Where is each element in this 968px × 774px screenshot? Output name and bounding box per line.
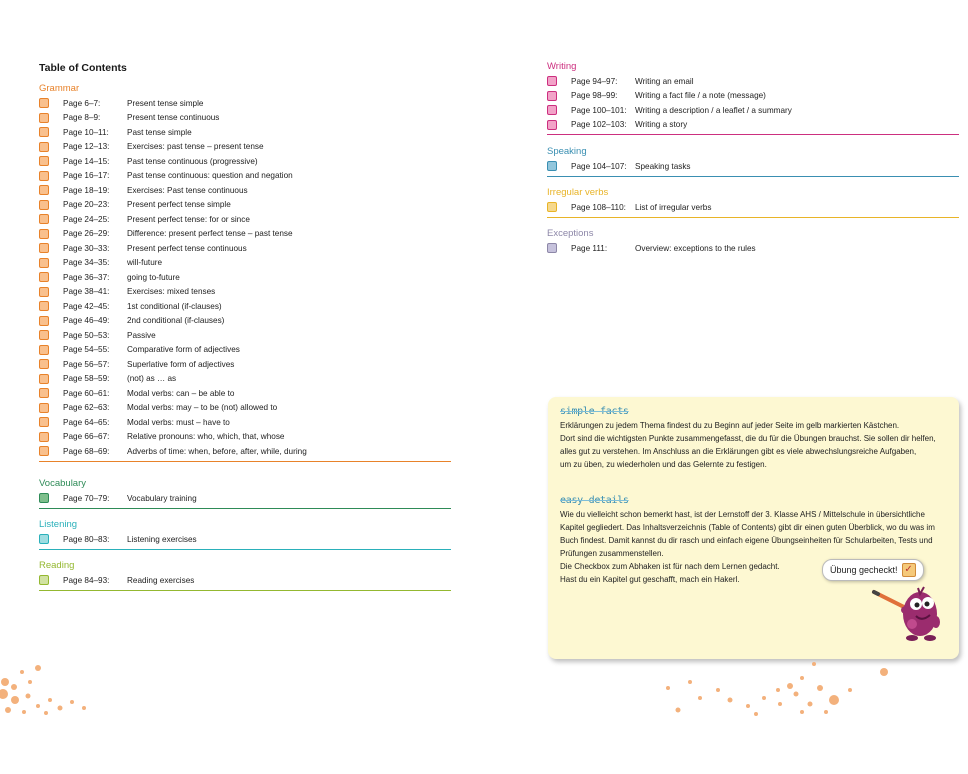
toc-row [547, 200, 959, 215]
easy-details-heading: easy details [560, 495, 629, 506]
section-reading [39, 559, 451, 591]
toc-row [547, 74, 959, 89]
topic-title: Overview: exceptions to the rules [635, 243, 756, 253]
toc-row [39, 96, 451, 111]
topic-title: Exercises: Past tense continuous [127, 185, 248, 195]
page-range: Page 16–17: [63, 171, 110, 181]
checkbox[interactable] [39, 229, 49, 239]
checkbox[interactable] [547, 105, 557, 115]
topic-title: Difference: present perfect tense – past tense [127, 229, 293, 239]
toc-row [39, 154, 451, 169]
checkbox[interactable] [39, 185, 49, 195]
checkbox[interactable] [39, 113, 49, 123]
checkbox[interactable] [39, 243, 49, 253]
section-vocabulary [39, 477, 451, 509]
page-range: Page 111: [571, 243, 608, 253]
page-range: Page 8–9: [63, 113, 101, 123]
section-heading: Writing [547, 61, 577, 72]
toc-row [39, 343, 451, 358]
toc-row [547, 241, 959, 256]
toc-row [39, 285, 451, 300]
topic-title: Vocabulary training [127, 493, 197, 503]
toc-row [39, 415, 451, 430]
mascot-illustration [868, 578, 948, 650]
section-irregular-verbs [547, 186, 959, 218]
topic-title: going to-future [127, 272, 180, 282]
topic-title: Modal verbs: may – to be (not) allowed to [127, 403, 278, 413]
topic-title: Reading exercises [127, 575, 195, 585]
section-grammar [39, 82, 451, 462]
toc-row [39, 357, 451, 372]
page-range: Page 18–19: [63, 185, 110, 195]
simple-facts-heading: simple facts [560, 406, 629, 417]
checkbox[interactable] [39, 345, 49, 355]
topic-title: List of irregular verbs [635, 202, 712, 212]
toc-row [39, 328, 451, 343]
checkbox[interactable] [547, 243, 557, 253]
checkbox[interactable] [39, 374, 49, 384]
checkbox[interactable] [39, 493, 49, 503]
page-range: Page 108–110: [571, 202, 626, 212]
page-range: Page 60–61: [63, 388, 110, 398]
toc-row [39, 430, 451, 445]
page-range: Page 62–63: [63, 403, 110, 413]
topic-title: Relative pronouns: who, which, that, whose [127, 432, 285, 442]
toc-row [39, 372, 451, 387]
text-line: Dort sind die wichtigsten Punkte zusammengefasst, die du für die Übungen brauchst. Sie sollen dir helfen, [560, 434, 936, 443]
page-range: Page 38–41: [63, 287, 110, 297]
page-range: Page 70–79: [63, 493, 110, 503]
decorative-dots-left [0, 660, 100, 720]
checkbox[interactable] [547, 76, 557, 86]
page-range: Page 94–97: [571, 76, 618, 86]
checkbox[interactable] [39, 214, 49, 224]
section-exceptions [547, 227, 959, 258]
checkbox[interactable] [547, 91, 557, 101]
page-range: Page 10–11: [63, 127, 109, 137]
checkbox[interactable] [39, 330, 49, 340]
section-heading: Listening [39, 519, 78, 530]
topic-title: Writing a description / a leaflet / a summary [635, 105, 792, 115]
checkbox[interactable] [39, 316, 49, 326]
section-writing [547, 60, 959, 135]
toc-row [39, 386, 451, 401]
topic-title: Writing a story [635, 120, 688, 130]
checkbox[interactable] [39, 127, 49, 137]
page-range: Page 24–25: [63, 214, 110, 224]
page-range: Page 104–107: [571, 161, 627, 171]
checkbox[interactable] [547, 202, 557, 212]
toc-row [39, 573, 451, 588]
checkbox[interactable] [39, 171, 49, 181]
toc-row [39, 212, 451, 227]
section-heading: Reading [39, 560, 75, 571]
checkbox[interactable] [547, 161, 557, 171]
section-heading: Speaking [547, 146, 587, 157]
toc-row [39, 532, 451, 547]
topic-title: Writing an email [635, 76, 694, 86]
toc-row [547, 103, 959, 118]
page-range: Page 64–65: [63, 417, 110, 427]
page-range: Page 68–69: [63, 446, 110, 456]
checkbox[interactable] [39, 142, 49, 152]
section-heading: Grammar [39, 83, 80, 94]
checkbox[interactable] [39, 432, 49, 442]
topic-title: Adverbs of time: when, before, after, while, during [127, 446, 307, 456]
checked-box-icon: ✓ [902, 563, 916, 577]
page-range: Page 14–15: [63, 156, 110, 166]
page-title: Table of Contents [39, 62, 127, 74]
text-line: Erklärungen zu jedem Thema findest du zu Beginn auf jeder Seite im gelb markierten Kästchen. [560, 421, 900, 430]
page-range: Page 54–55: [63, 345, 110, 355]
toc-row [39, 491, 451, 506]
topic-title: 2nd conditional (if-clauses) [127, 316, 225, 326]
topic-title: Present perfect tense: for or since [127, 214, 250, 224]
page-range: Page 34–35: [63, 258, 110, 268]
checkbox[interactable] [39, 446, 49, 456]
topic-title: Speaking tasks [635, 161, 691, 171]
checkbox[interactable] [39, 417, 49, 427]
section-heading: Vocabulary [39, 478, 87, 489]
decorative-dots-right [660, 660, 900, 720]
page-range: Page 26–29: [63, 229, 110, 239]
toc-row [39, 401, 451, 416]
checkbox[interactable] [39, 200, 49, 210]
section-heading: Irregular verbs [547, 187, 609, 198]
topic-title: Past tense continuous: question and negation [127, 171, 293, 181]
topic-title: Modal verbs: can – be able to [127, 388, 235, 398]
topic-title: Present tense continuous [127, 113, 220, 123]
section-speaking [547, 145, 959, 177]
section-heading: Exceptions [547, 228, 594, 239]
text-line: um zu üben, zu wiederholen und das Gelernte zu festigen. [560, 460, 767, 469]
toc-row [39, 140, 451, 155]
toc-row [39, 270, 451, 285]
checkbox[interactable] [39, 359, 49, 369]
toc-row [39, 111, 451, 126]
checkbox[interactable] [39, 575, 49, 585]
topic-title: (not) as … as [127, 374, 177, 384]
text-line: Die Checkbox zum Abhaken ist für nach dem Lernen gedacht. [560, 562, 780, 571]
toc-row [39, 169, 451, 184]
topic-title: Writing a fact file / a note (message) [635, 91, 766, 101]
topic-title: will-future [127, 258, 163, 268]
page-range: Page 50–53: [63, 330, 110, 340]
section-listening [39, 518, 451, 550]
topic-title: Listening exercises [127, 534, 197, 544]
topic-title: 1st conditional (if-clauses) [127, 301, 222, 311]
checkbox[interactable] [39, 98, 49, 108]
text-line: Kapitel gegliedert. Das Inhaltsverzeichnis (Table of Contents) gibt dir einen guten Überblick, wo du was im [560, 523, 935, 532]
checkbox[interactable] [39, 534, 49, 544]
topic-title: Exercises: mixed tenses [127, 287, 216, 297]
page-range: Page 46–49: [63, 316, 110, 326]
topic-title: Passive [127, 330, 156, 340]
checkbox[interactable] [39, 272, 49, 282]
text-line: Wie du vielleicht schon bemerkt hast, ist der Lernstoff der 3. Klasse AHS / Mittelschule in übersichtliche [560, 510, 925, 519]
page-range: Page 56–57: [63, 359, 110, 369]
checkbox[interactable] [39, 156, 49, 166]
page-range: Page 58–59: [63, 374, 110, 384]
bubble-text: Übung gecheckt! [830, 565, 898, 575]
toc-row [39, 241, 451, 256]
page-range: Page 98–99: [571, 91, 618, 101]
checkbox[interactable] [39, 403, 49, 413]
checkbox[interactable] [547, 120, 557, 130]
toc-row [39, 299, 451, 314]
topic-title: Present perfect tense continuous [127, 243, 247, 253]
page-range: Page 80–83: [63, 534, 110, 544]
toc-row [39, 125, 451, 140]
toc-row [39, 444, 451, 459]
page-range: Page 42–45: [63, 301, 110, 311]
page-range: Page 102–103: [571, 120, 627, 130]
topic-title: Superlative form of adjectives [127, 359, 235, 369]
checkbox[interactable] [39, 258, 49, 268]
text-line: Hast du ein Kapitel gut geschafft, mach ein Hakerl. [560, 575, 740, 584]
topic-title: Comparative form of adjectives [127, 345, 240, 355]
page-range: Page 84–93: [63, 575, 110, 585]
toc-row [39, 256, 451, 271]
topic-title: Exercises: past tense – present tense [127, 142, 264, 152]
topic-title: Modal verbs: must – have to [127, 417, 230, 427]
toc-row [39, 183, 451, 198]
page-range: Page 30–33: [63, 243, 110, 253]
topic-title: Present tense simple [127, 98, 204, 108]
page-range: Page 6–7: [63, 98, 101, 108]
page-range: Page 12–13: [63, 142, 110, 152]
topic-title: Past tense simple [127, 127, 192, 137]
page-range: Page 36–37: [63, 272, 110, 282]
topic-title: Present perfect tense simple [127, 200, 231, 210]
toc-row [39, 198, 451, 213]
checkbox[interactable] [39, 388, 49, 398]
checkbox[interactable] [39, 301, 49, 311]
toc-row [39, 314, 451, 329]
text-line: Prüfungen zusammenstellen. [560, 549, 664, 558]
topic-title: Past tense continuous (progressive) [127, 156, 258, 166]
text-line: Buch findest. Damit kannst du dir rasch und einfach eigene Übungseinheiten für Schularbeiten, Tests und [560, 536, 933, 545]
simple-facts-text [560, 419, 936, 471]
page-range: Page 100–101: [571, 105, 627, 115]
page-range: Page 66–67: [63, 432, 110, 442]
toc-row [547, 118, 959, 133]
toc-row [39, 227, 451, 242]
toc-row [547, 159, 959, 174]
text-line: alles gut zu verstehen. Im Anschluss an die Erklärungen gibt es viele abwechslungsreiche Aufgaben, [560, 447, 917, 456]
toc-row [547, 89, 959, 104]
checkbox[interactable] [39, 287, 49, 297]
page-range: Page 20–23: [63, 200, 110, 210]
